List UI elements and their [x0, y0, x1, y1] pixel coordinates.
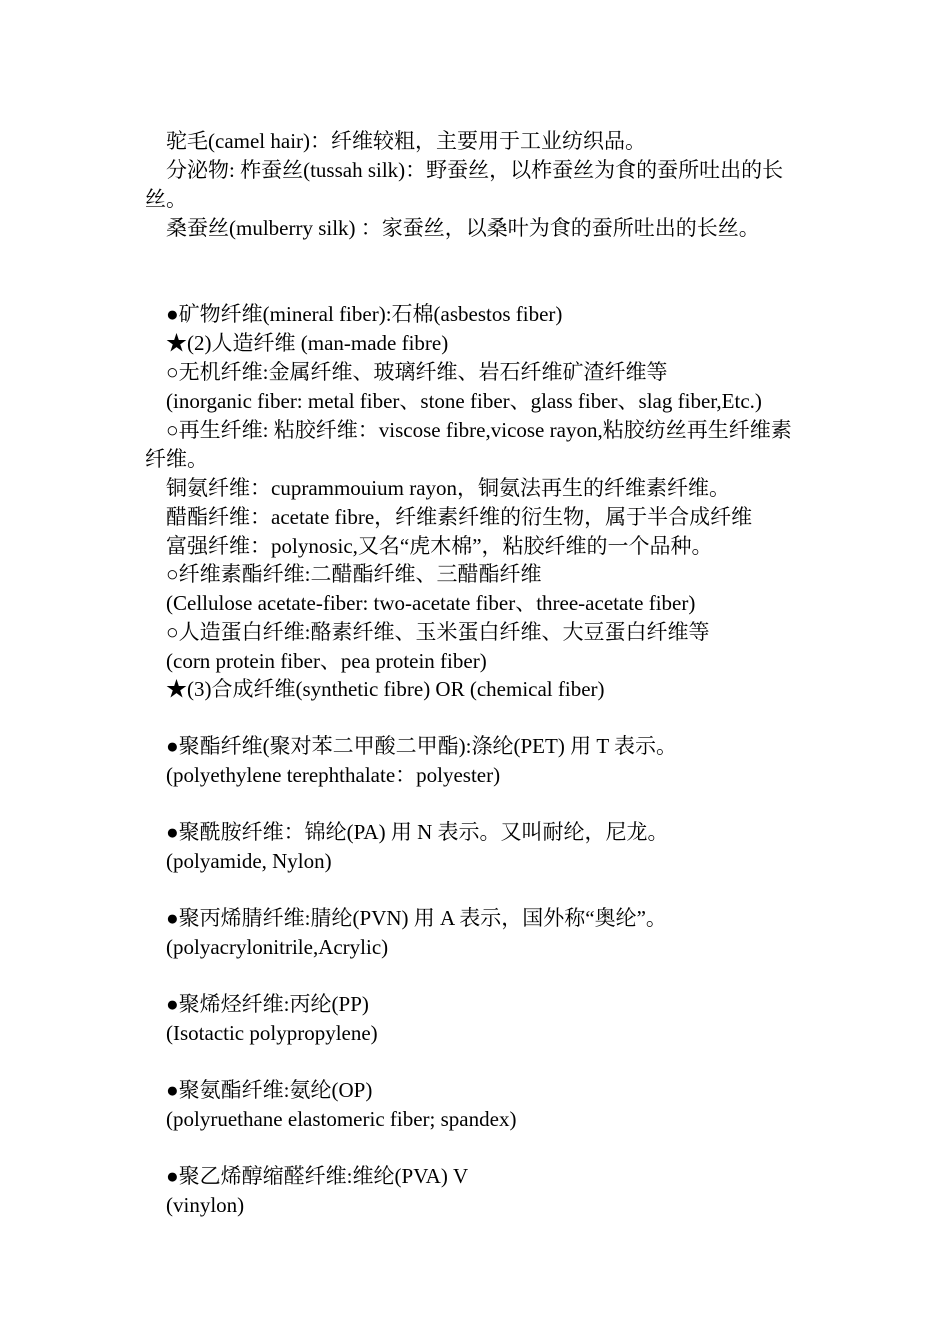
text-line: ●聚烯烃纤维:丙纶(PP) — [166, 992, 369, 1016]
text-line: 分泌物: 柞蚕丝(tussah silk)：野蚕丝，以柞蚕丝为食的蚕所吐出的长丝。 — [145, 158, 784, 211]
text-line: (polyethylene terephthalate：polyester) — [166, 763, 501, 787]
text-line: (polyamide, Nylon) — [166, 849, 332, 873]
text-line: ○无机纤维:金属纤维、玻璃纤维、岩石纤维矿渣纤维等 — [166, 360, 668, 384]
text-line: ●聚酯纤维(聚对苯二甲酸二甲酯):涤纶(PET) 用 T 表示。 — [166, 734, 678, 758]
text-line: (Cellulose acetate-fiber: two-acetate fiber、three-acetate fiber) — [166, 591, 696, 615]
text-line: 醋酯纤维：acetate fibre，纤维素纤维的衍生物，属于半合成纤维 — [166, 505, 753, 529]
text-line: ●聚乙烯醇缩醛纤维:维纶(PVA) V — [166, 1164, 469, 1188]
text-line: ●聚酰胺纤维：锦纶(PA) 用 N 表示。又叫耐纶，尼龙。 — [166, 820, 669, 844]
text-line: ●聚氨酯纤维:氨纶(OP) — [166, 1078, 373, 1102]
text-line: 铜氨纤维：cuprammouium rayon，铜氨法再生的纤维素纤维。 — [166, 476, 731, 500]
text-line: ★(2)人造纤维 (man-made fibre) — [166, 331, 449, 355]
text-line: 富强纤维：polynosic,又名“虎木棉”，粘胶纤维的一个品种。 — [166, 534, 713, 558]
text-line: 驼毛(camel hair)：纤维较粗，主要用于工业纺织品。 — [166, 129, 647, 153]
text-line: ○纤维素酯纤维:二醋酯纤维、三醋酯纤维 — [166, 562, 542, 586]
text-line: (Isotactic polypropylene) — [166, 1021, 378, 1045]
text-line: 桑蚕丝(mulberry silk) ：家蚕丝，以桑叶为食的蚕所吐出的长丝。 — [166, 216, 760, 240]
text-line: ●聚丙烯腈纤维:腈纶(PVN) 用 A 表示，国外称“奥纶”。 — [166, 906, 667, 930]
text-line: (inorganic fiber: metal fiber、stone fiber、glass fiber、slag fiber,Etc.) — [166, 389, 762, 413]
text-line: ○再生纤维: 粘胶纤维：viscose fibre,vicose rayon,粘胶纺丝再生纤维素纤维。 — [145, 418, 792, 471]
text-line: ○人造蛋白纤维:酪素纤维、玉米蛋白纤维、大豆蛋白纤维等 — [166, 620, 710, 644]
text-line: (vinylon) — [166, 1193, 245, 1217]
text-line: (corn protein fiber、pea protein fiber) — [166, 649, 487, 673]
text-line: ★(3)合成纤维(synthetic fibre) OR (chemical fiber) — [166, 677, 605, 701]
text-line: (polyruethane elastomeric fiber; spandex) — [166, 1107, 517, 1131]
text-line: ●矿物纤维(mineral fiber):石棉(asbestos fiber) — [166, 302, 563, 326]
text-line: (polyacrylonitrile,Acrylic) — [166, 935, 389, 959]
